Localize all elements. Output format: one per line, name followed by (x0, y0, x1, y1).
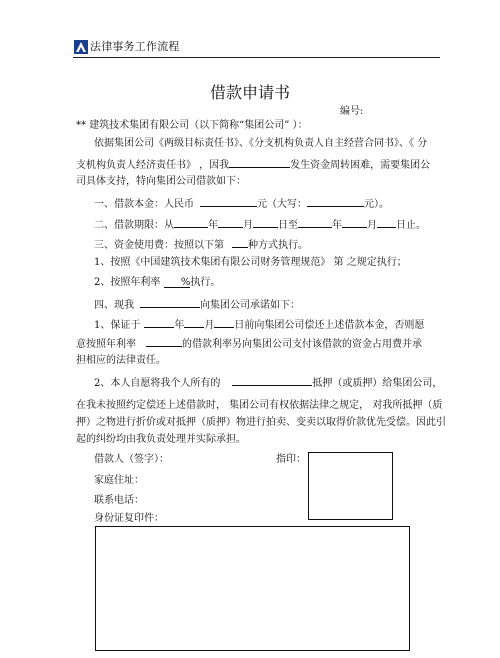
principal-capital-blank[interactable] (307, 195, 364, 207)
method-2-line (94, 276, 220, 290)
collateral-paragraph-line-2: 押）之物进行折价或对抵押（质押）物进行拍卖、变卖以取得价款优先受偿。因此引 (76, 417, 446, 428)
usage-fee-end-label: 种方式执行。 (248, 240, 308, 251)
phone-label: 联系电话： (94, 495, 144, 506)
collateral-paragraph-line-3: 起的纠纷均由我负责处理并实际承担。 (76, 434, 246, 445)
principal-amount-blank[interactable] (200, 195, 257, 207)
unit-name-blank[interactable] (229, 156, 290, 168)
intro-line-1: 依据集团公司《两级目标责任书》、《分支机构负责人自主经营合同书》、《 分 (94, 138, 428, 149)
promise-1-text: 日前向集团公司偿还上述借款本金，否则愿 (234, 320, 425, 331)
promise-2-line (94, 374, 442, 391)
day-to-label: 日至 (278, 220, 298, 231)
annual-rate-blank[interactable] (164, 276, 190, 288)
year-label: 年 (332, 220, 342, 231)
start-day-blank[interactable] (253, 216, 278, 228)
promise-1-text-2: 的借款利率另向集团公司支付该借款的资金占用费并承 (182, 339, 422, 350)
usage-fee-line (94, 236, 308, 253)
end-label: 日止。 (396, 220, 426, 231)
document-number-label: 编号: (340, 106, 364, 117)
intro-line-2-end: 发生资金周转困难，需要集团公 (290, 160, 431, 171)
penalty-rate-label: 意按照年利率 (76, 339, 136, 350)
header-title: 法律事务工作流程 (90, 40, 180, 53)
loan-term-label: 二、借款期限：从 (94, 220, 174, 231)
end-day-blank[interactable] (377, 216, 396, 228)
header-divider (73, 57, 440, 58)
promise-2-text: 抵押（或质押）给集团公司， (312, 378, 443, 389)
commitment-unit-blank[interactable] (140, 296, 200, 308)
loan-principal-label: 一、借款本金：人民币 (94, 199, 194, 210)
commitment-end-label: 向集团公司承诺如下： (200, 300, 300, 311)
promise-1-line-3: 担相应的法律责任。 (76, 355, 166, 366)
intro-line-3: 司具体支持，特向集团公司借款如下： (76, 176, 246, 187)
intro-line-2 (76, 156, 430, 173)
start-year-blank[interactable] (174, 216, 208, 228)
method-number-blank[interactable] (232, 236, 248, 248)
repay-month-blank[interactable] (184, 316, 204, 328)
month-label: 月 (367, 220, 377, 231)
commitment-line (94, 296, 300, 313)
penalty-rate-blank[interactable] (146, 335, 182, 347)
end-month-blank[interactable] (342, 216, 367, 228)
promise-1-label: 1、保证于 (94, 320, 141, 331)
repay-day-blank[interactable] (214, 316, 234, 328)
collateral-paragraph-line-1: 在我未按照约定偿还上述借款时， 集团公司有权依据法律之规定， 对我所抵押（质 (76, 400, 443, 411)
usage-fee-label: 三、资金使用费：按照以下第 (94, 240, 224, 251)
month-label: 月 (204, 320, 215, 331)
promise-2-label: 2、本人自愿将我个人所有的 (94, 378, 221, 389)
company-logo-icon (74, 39, 88, 53)
principal-capital-label: 元（大写： (257, 199, 307, 210)
id-copy-box[interactable] (95, 526, 410, 651)
loan-term-line (94, 216, 426, 233)
home-address-label: 家庭住址： (94, 475, 144, 486)
borrower-signature-label: 借款人（签字）： (94, 454, 169, 465)
document-header (74, 36, 180, 56)
promise-1-line (94, 316, 424, 333)
id-copy-label: 身份证复印件： (94, 513, 164, 524)
principal-end-label: 元）。 (364, 199, 389, 210)
method-1-line: 1、按照《中国建筑技术集团有限公司财务管理规范》 第 之规定执行； (94, 257, 407, 268)
annual-rate-end-label: 执行。 (190, 277, 221, 288)
year-label: 年 (208, 220, 218, 231)
month-label: 月 (243, 220, 253, 231)
end-year-blank[interactable] (298, 216, 332, 228)
fingerprint-box[interactable] (308, 452, 393, 520)
start-month-blank[interactable] (218, 216, 243, 228)
collateral-blank[interactable] (232, 374, 312, 386)
addressee-line: ** 建筑技术集团有限公司（以下简称“集团公司” ）： (76, 120, 308, 131)
intro-line-2-start: 支机构负责人经济责任书》 ，因我 (76, 160, 230, 171)
promise-1-line-2 (76, 335, 422, 352)
loan-principal-line (94, 195, 389, 212)
annual-rate-label: 2、按照年利率 (94, 277, 161, 288)
commitment-label: 四、现我 (94, 300, 134, 311)
repay-year-blank[interactable] (144, 316, 174, 328)
year-label: 年 (174, 320, 185, 331)
document-title: 借款申请书 (209, 83, 290, 102)
percent-sign: % (180, 277, 191, 288)
fingerprint-label: 指印： (276, 454, 306, 465)
